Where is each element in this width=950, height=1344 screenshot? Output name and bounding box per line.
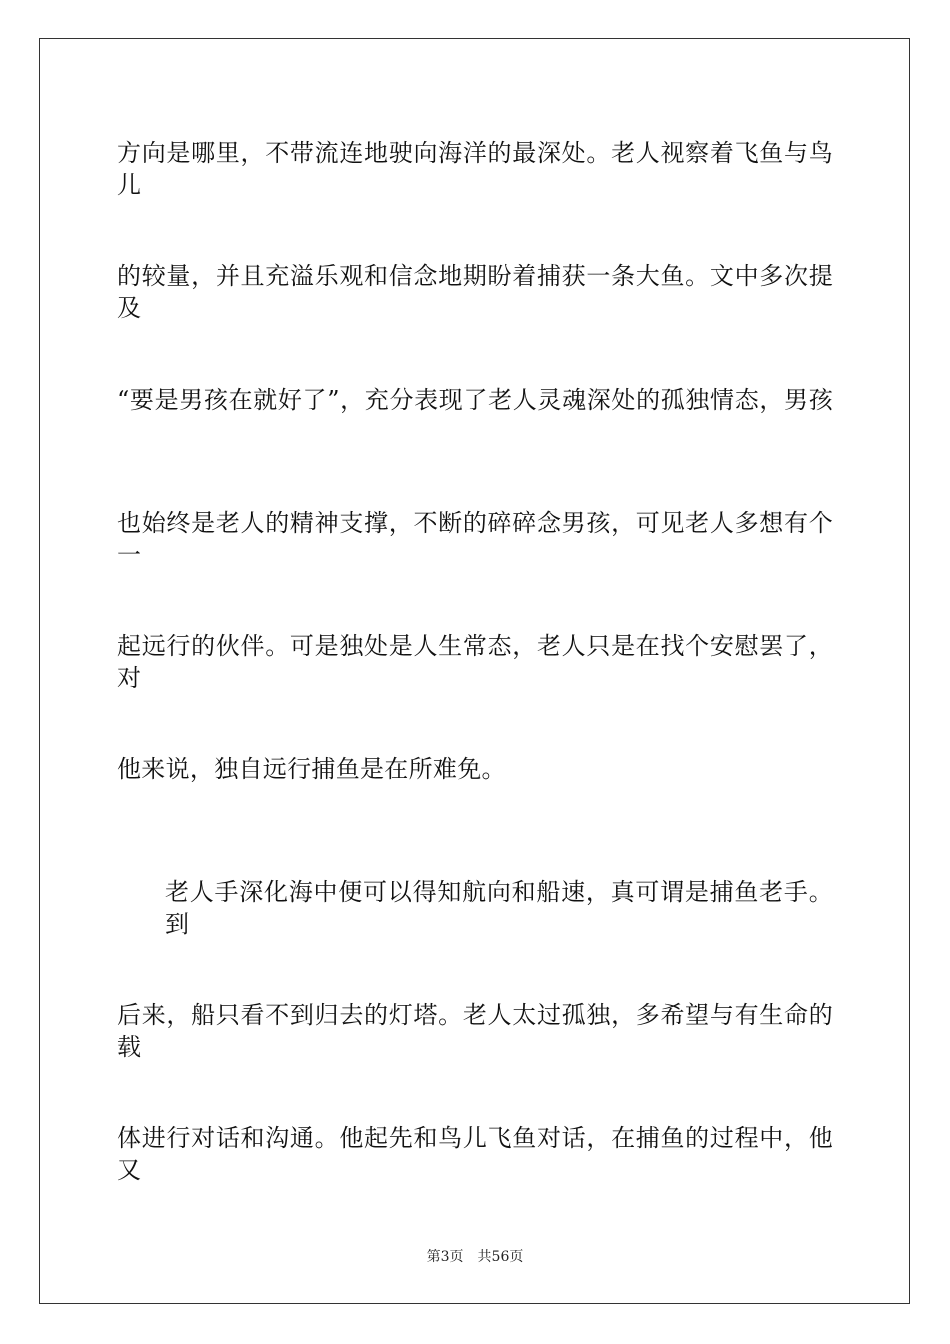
body-text-line-8: 后来，船只看不到归去的灯塔。老人太过孤独，多希望与有生命的载 [117,1001,833,1061]
body-text-line-1: 方向是哪里，不带流连地驶向海洋的最深处。老人视察着飞鱼与鸟儿 [117,139,833,199]
page-total: 共56页 [477,1249,524,1265]
page-footer [0,1248,950,1266]
body-text-line-2: 的较量，并且充溢乐观和信念地期盼着捕获一条大鱼。文中多次提及 [117,262,833,322]
body-text-line-6: 他来说，独自远行捕鱼是在所难免。 [117,755,506,783]
body-text-line-7: 老人手深化海中便可以得知航向和船速，真可谓是捕鱼老手。到 [165,878,833,938]
body-text-line-4: 也始终是老人的精神支撑，不断的碎碎念男孩，可见老人多想有个一 [117,509,833,569]
page-number: 第3页 [426,1249,464,1265]
body-text-line-5: 起远行的伙伴。可是独处是人生常态，老人只是在找个安慰罢了，对 [117,632,833,692]
body-text-line-9: 体进行对话和沟通。他起先和鸟儿飞鱼对话，在捕鱼的过程中，他又 [117,1124,833,1184]
body-text-line-3: “要是男孩在就好了”，充分表现了老人灵魂深处的孤独情态，男孩 [117,386,833,414]
